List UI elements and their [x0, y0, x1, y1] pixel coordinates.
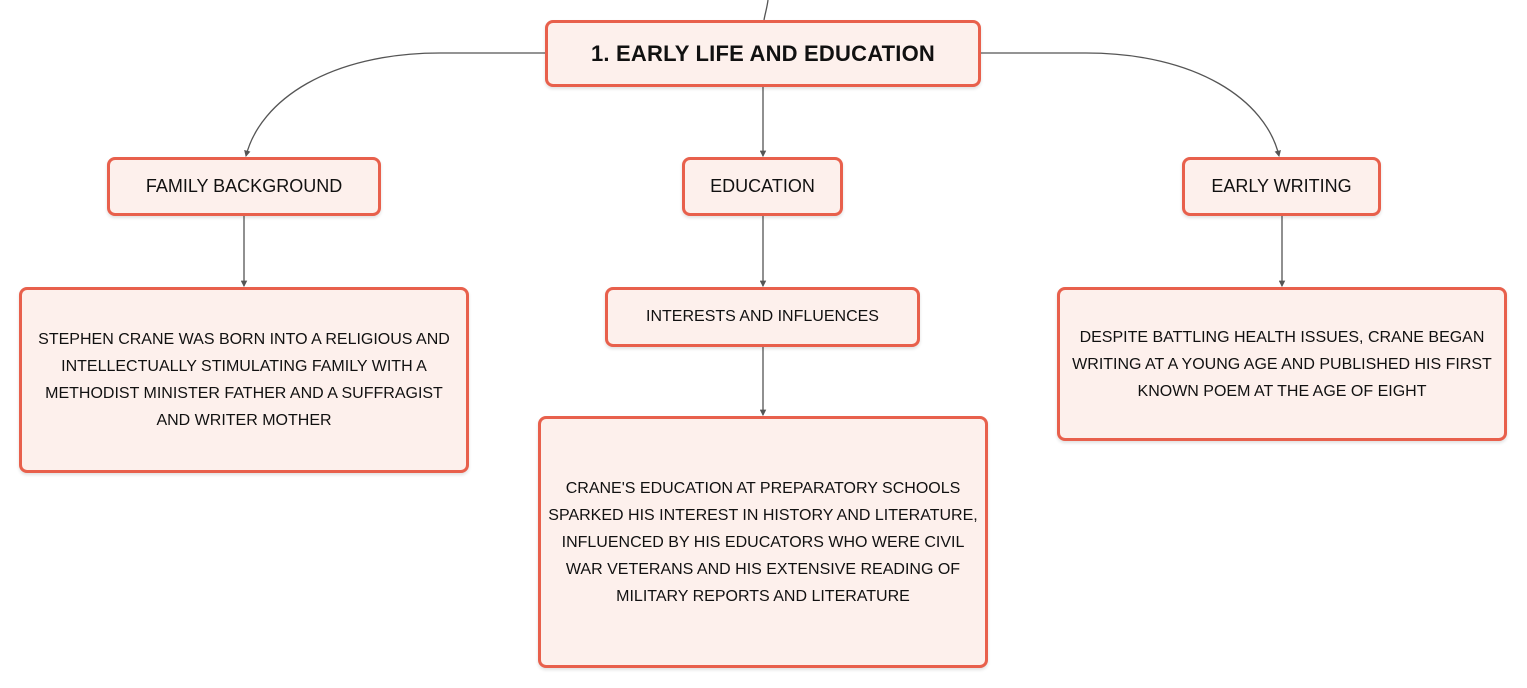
branch-label-education: EDUCATION: [710, 176, 815, 196]
detail-text-early-writing: DESPITE BATTLING HEALTH ISSUES, CRANE BEGAN WRITING AT A YOUNG AGE AND PUBLISHED HIS FIRST KNOWN POEM AT THE AGE OF EIGHT: [1072, 328, 1492, 400]
branch-node-family-background[interactable]: [107, 157, 381, 216]
root-node[interactable]: [545, 20, 981, 87]
detail-text-family-background: STEPHEN CRANE WAS BORN INTO A RELIGIOUS AND INTELLECTUALLY STIMULATING FAMILY WITH A METHODIST MINISTER FATHER AND A SUFFRAGIST AND WRITER MOTHER: [38, 331, 450, 429]
subtopic-node-interests-and-influences[interactable]: [605, 287, 920, 347]
root-title: 1. EARLY LIFE AND EDUCATION: [591, 40, 935, 66]
connector-root-to-family: [246, 53, 545, 156]
detail-node-family-background[interactable]: [19, 287, 469, 473]
subtopic-label-interests-and-influences: INTERESTS AND INFLUENCES: [646, 308, 879, 325]
branch-node-education[interactable]: [682, 157, 843, 216]
connector-parent-to-root: [764, 0, 768, 20]
detail-node-education[interactable]: [538, 416, 988, 668]
detail-text-education: CRANE'S EDUCATION AT PREPARATORY SCHOOLS SPARKED HIS INTEREST IN HISTORY AND LITERATURE, INFLUENCED BY HIS EDUCATORS WHO WERE CIVIL WAR VETERANS AND HIS EXTENSIVE READING OF MILITARY REPORTS AND LITERATURE: [548, 479, 978, 605]
connector-root-to-writing: [981, 53, 1279, 156]
branch-label-family-background: FAMILY BACKGROUND: [145, 176, 343, 196]
branch-label-early-writing: EARLY WRITING: [1211, 176, 1352, 196]
branch-node-early-writing[interactable]: [1182, 157, 1381, 216]
detail-node-early-writing[interactable]: [1057, 287, 1507, 441]
